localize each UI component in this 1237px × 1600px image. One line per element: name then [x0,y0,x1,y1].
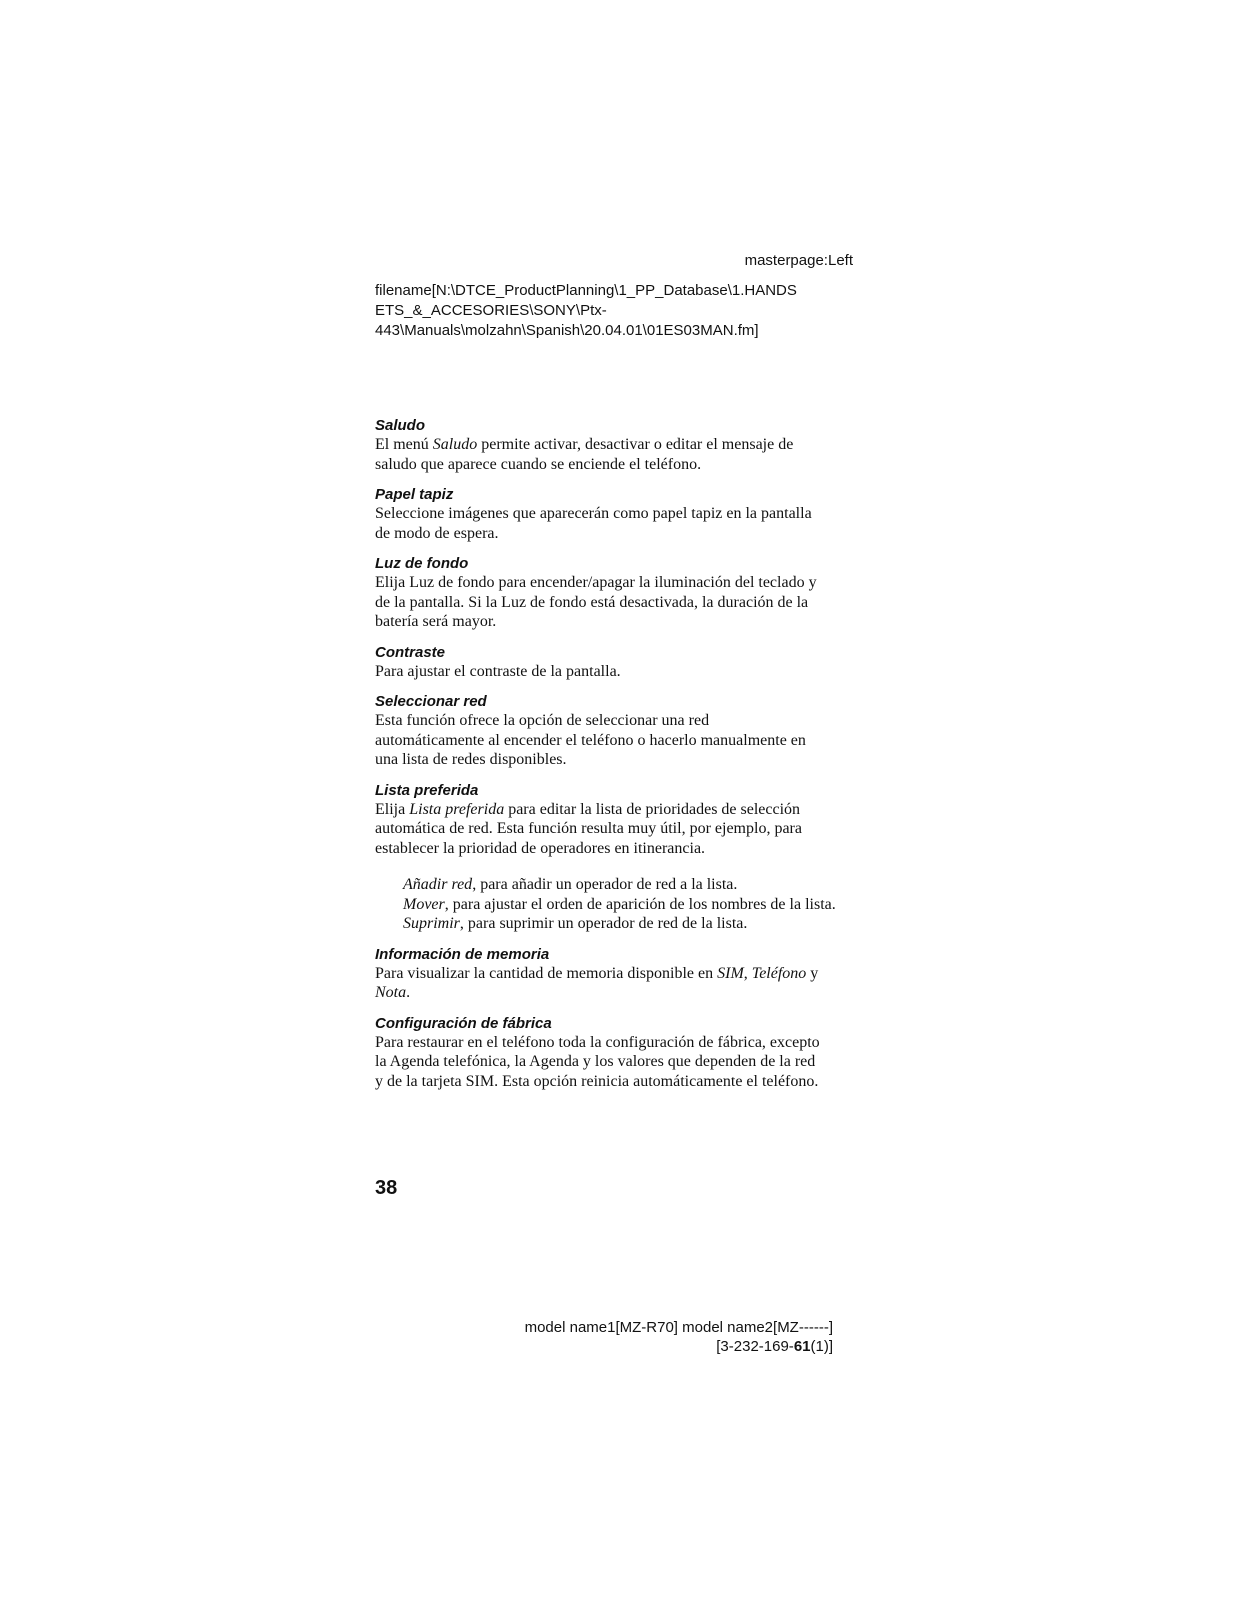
text-run: (1)] [810,1338,833,1355]
text-line: Esta función ofrece la opción de seleccionar una red [375,712,710,729]
text-line: de modo de espera. [375,524,499,542]
document-body [375,416,865,1091]
footer-model-info [480,1318,833,1356]
page-number: 38 [375,1177,398,1199]
text-line: de la pantalla. Si la Luz de fondo está desactivada, la duración de la [375,593,809,611]
section-text [375,1033,865,1092]
section-text [375,504,865,543]
section-text [375,800,865,859]
section-lista-preferida [375,781,865,934]
section-configuracion-fabrica [375,1014,865,1092]
footer-model-line: model name1[MZ-R70] model name2[MZ------] [524,1319,833,1336]
text-line: una lista de redes disponibles. [375,751,567,768]
text-italic: Suprimir [403,915,460,932]
section-text [375,711,865,770]
section-heading: Luz de fondo [375,555,469,572]
section-seleccionar-red [375,692,865,770]
section-heading: Saludo [375,417,426,434]
section-luz-de-fondo [375,554,865,632]
masterpage-label: masterpage:Left [744,252,853,269]
option-list [403,875,865,934]
section-heading: Seleccionar red [375,693,487,710]
list-item [403,914,865,934]
section-text [375,435,865,474]
list-item [403,895,865,915]
section-heading: Contraste [375,643,446,661]
text-line: Seleccione imágenes que aparecerán como papel tapiz en la pantalla [375,505,812,522]
text-run: permite activar, desactivar o editar el mensaje de [477,436,794,453]
text-italic: Añadir red [403,876,473,893]
text-line: y de la tarjeta SIM. Esta opción reinicia automáticamente el teléfono. [375,1072,819,1090]
text-line: batería será mayor. [375,613,497,630]
section-contraste [375,643,865,682]
text-italic: Lista preferida [409,800,505,818]
filename-line: 443\Manuals\molzahn\Spanish\20.04.01\01ES03MAN.fm] [375,322,759,339]
section-heading: Configuración de fábrica [375,1014,552,1032]
filename-path [375,281,855,341]
section-papel-tapiz [375,485,865,543]
text-run: Elija [375,800,410,818]
section-informacion-memoria [375,945,865,1003]
text-run: , para ajustar el orden de aparición de los nombres de la lista. [444,895,836,913]
text-run: . [406,984,411,1001]
text-line: automáticamente al encender el teléfono o hacerlo manualmente en [375,731,806,749]
text-line: automática de red. Esta función resulta muy útil, por ejemplo, para [375,820,802,837]
section-heading: Información de memoria [375,945,550,963]
text-italic: Mover [403,895,445,913]
text-run: y [806,964,819,982]
text-italic: Saludo [432,436,478,453]
text-bold: 61 [793,1338,811,1355]
section-saludo [375,416,865,474]
text-italic: Nota [375,984,407,1001]
section-heading: Papel tapiz [375,486,454,503]
text-line: saludo que aparece cuando se enciende el teléfono. [375,455,702,473]
text-line: Para restaurar en el teléfono toda la configuración de fábrica, excepto [375,1033,820,1051]
text-run: [3-232-169- [716,1338,794,1355]
text-line: la Agenda telefónica, la Agenda y los valores que dependen de la red [375,1053,816,1070]
text-line: Para ajustar el contraste de la pantalla. [375,662,621,680]
text-run: , [743,964,752,982]
filename-line: ETS_&_ACCESORIES\SONY\Ptx- [375,302,607,319]
text-run: Para visualizar la cantidad de memoria disponible en [375,964,718,982]
text-run: , para añadir un operador de red a la lista. [472,876,738,893]
text-run: El menú [375,436,433,453]
text-italic: SIM [717,964,744,982]
section-heading: Lista preferida [375,781,479,799]
filename-line: filename[N:\DTCE_ProductPlanning\1_PP_Database\1.HANDS [375,282,797,299]
list-item [403,875,865,895]
section-text [375,964,865,1003]
text-italic: Teléfono [751,964,807,982]
footer-code-line [480,1337,833,1356]
text-run: , para suprimir un operador de red de la lista. [459,915,748,932]
text-run: para editar la lista de prioridades de selección [504,800,801,818]
section-text [375,573,865,632]
section-text [375,662,865,682]
text-line: establecer la prioridad de operadores en itinerancia. [375,839,706,857]
text-line: Elija Luz de fondo para encender/apagar la iluminación del teclado y [375,574,817,591]
